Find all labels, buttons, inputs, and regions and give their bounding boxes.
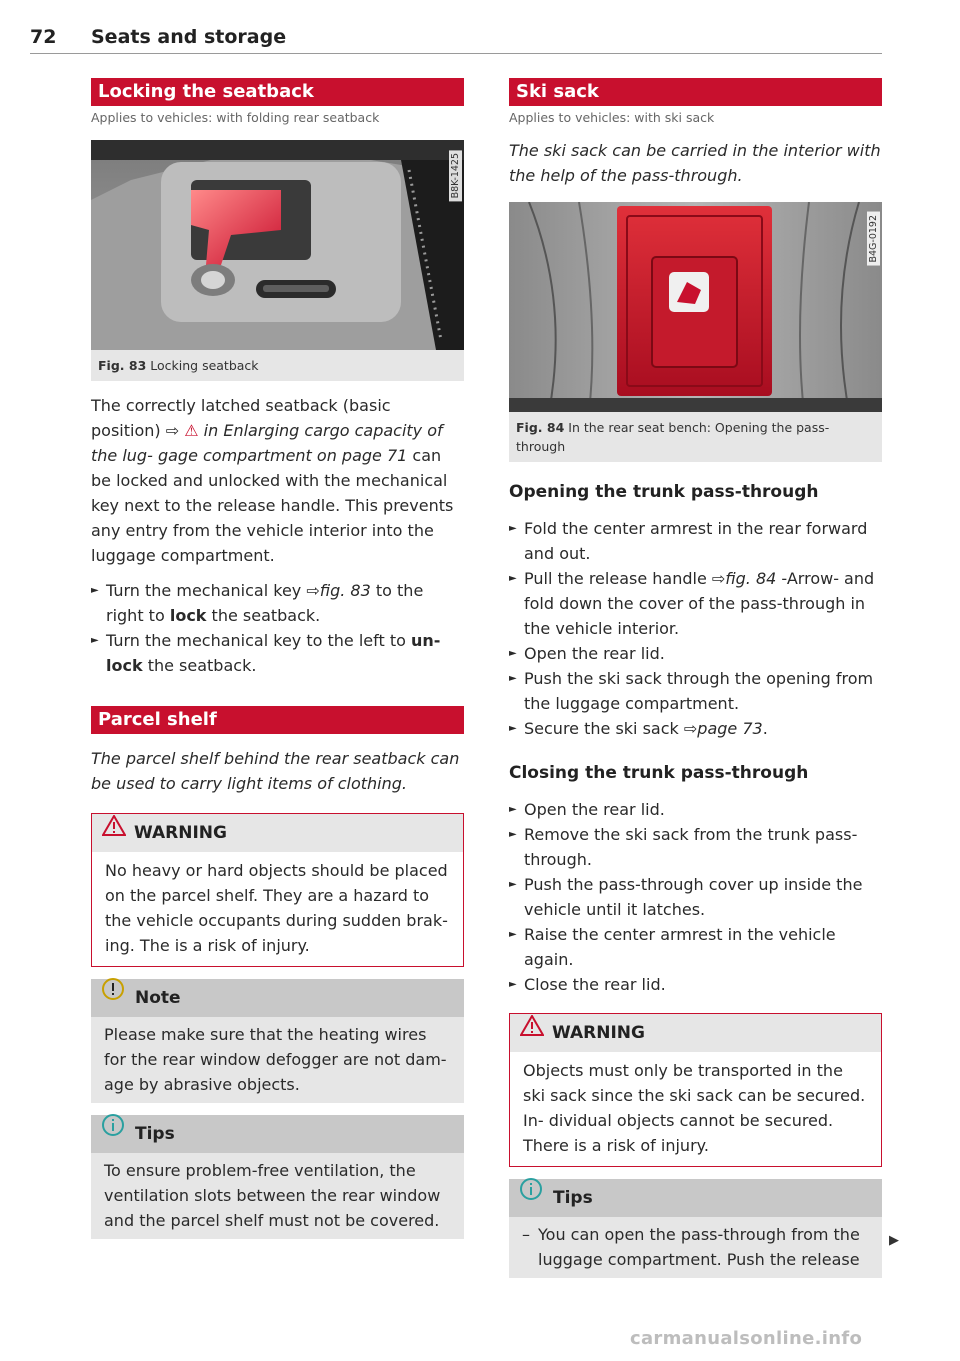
left-column [91, 78, 464, 1239]
subheading-closing: Closing the trunk pass-through [509, 763, 809, 783]
bullet-icon: ► [509, 929, 517, 940]
figure-caption [91, 350, 464, 381]
list-item: ► Push the pass-through cover up inside the vehicle until it latches. [509, 872, 882, 922]
section-title-parcel: Parcel shelf [91, 706, 464, 734]
list-item: ► Turn the mechanical key to the left to un- lock the seatback. [91, 628, 464, 678]
warning-header [92, 814, 463, 852]
page-header [30, 24, 882, 54]
bullet-icon: ► [509, 879, 517, 890]
closing-steps [509, 797, 882, 997]
xref-arrow-icon: ⇨ [306, 581, 320, 600]
tips-box-parcel [91, 1115, 464, 1239]
pass-through-illustration [509, 202, 882, 412]
warning-text: No heavy or hard objects should be placed on the parcel shelf. They are a hazard to the vehicle occupants during sudden brak- ing. The is a risk of injury. [105, 861, 448, 955]
applies-to-locking: Applies to vehicles: with folding rear seatback [91, 110, 380, 125]
bullet-icon: ► [509, 829, 517, 840]
ski-intro: The ski sack can be carried in the interior with the help of the pass-through. [509, 141, 881, 185]
bullet-icon: ► [509, 673, 517, 684]
bullet-icon: ► [509, 523, 517, 534]
bullet-icon: ► [509, 648, 517, 659]
figure-caption-text: In the rear seat bench: Opening the pass- through [516, 420, 830, 454]
warning-triangle-icon [102, 812, 126, 850]
xref-arrow-icon: ⇨ [711, 569, 726, 588]
warning-text: Objects must only be transported in the ski sack since the ski sack can be secured. In- dividual objects cannot be secured. There is a risk of injury. [523, 1061, 866, 1155]
locking-steps [91, 578, 464, 678]
warning-title: WARNING [134, 823, 227, 843]
warning-box-ski [509, 1013, 882, 1167]
parcel-intro: The parcel shelf behind the rear seatback can be used to carry light items of clothing. [91, 749, 460, 793]
list-item: ► Open the rear lid. [509, 641, 882, 666]
xref-arrow-icon: ⇨ [683, 719, 698, 738]
list-item: ► Close the rear lid. [509, 972, 882, 997]
warning-header [510, 1014, 881, 1052]
continue-arrow-icon: ▶ [889, 1233, 899, 1248]
figure-caption-text: Locking seatback [150, 358, 259, 373]
list-item: ► Fold the center armrest in the rear forward and out. [509, 516, 882, 566]
figure-code: B8K-1425 [449, 150, 462, 201]
chapter-title: Seats and storage [91, 26, 287, 48]
seatback-lock-image [91, 140, 464, 350]
bullet-icon: ► [509, 804, 517, 815]
locking-paragraph [91, 393, 464, 568]
list-item: ► Open the rear lid. [509, 797, 882, 822]
bullet-icon: ► [91, 635, 99, 646]
opening-steps [509, 516, 882, 741]
locking-text-1: The correctly latched seatback (basic position) [91, 396, 391, 440]
list-item: ► Remove the ski sack from the trunk pass- through. [509, 822, 882, 872]
note-header [91, 979, 464, 1017]
xref-link[interactable]: in Enlarging cargo capacity of the lug- gage compartment on page 71 [91, 421, 443, 465]
figure-code: B4G-0192 [867, 212, 880, 266]
tips-title: Tips [135, 1124, 175, 1144]
tips-text: To ensure problem-free ventilation, the ventilation slots between the rear window and the parcel shelf must not be covered. [104, 1161, 441, 1230]
page-number: 72 [30, 26, 57, 48]
figure-caption [509, 412, 882, 462]
figure-83 [91, 140, 464, 381]
figure-84 [509, 202, 882, 462]
pass-through-image [509, 202, 882, 412]
page-ref-link[interactable]: page 73 [697, 719, 763, 738]
xref-arrow-icon: ⇨ [165, 421, 180, 440]
list-item: ► Secure the ski sack ⇨page 73. [509, 716, 882, 741]
tips-text [509, 1217, 882, 1278]
seatback-lock-illustration [91, 140, 464, 350]
note-box [91, 979, 464, 1103]
warning-triangle-icon: ⚠ [184, 421, 199, 440]
list-item: ► Raise the center armrest in the vehicle again. [509, 922, 882, 972]
figure-label: Fig. 83 [98, 358, 147, 373]
warning-box-parcel [91, 813, 464, 967]
applies-to-ski-sack: Applies to vehicles: with ski sack [509, 110, 715, 125]
note-text: Please make sure that the heating wires for the rear window defogger are not dam- age by abrasive objects. [104, 1025, 447, 1094]
bullet-icon: ► [91, 585, 99, 596]
section-title-ski-sack: Ski sack [509, 78, 882, 106]
tips-header [91, 1115, 464, 1153]
list-item: ► Pull the release handle ⇨fig. 84 -Arrow- and fold down the cover of the pass-through in the vehicle interior. [509, 566, 882, 641]
watermark: carmanualsonline.info [630, 1328, 863, 1349]
warning-title: WARNING [552, 1023, 645, 1043]
tips-title: Tips [553, 1188, 593, 1208]
right-column [509, 78, 882, 1278]
info-icon [101, 1113, 125, 1151]
fig-ref-link[interactable]: fig. 83 [319, 581, 371, 600]
list-item: ► Push the ski sack through the opening from the luggage compartment. [509, 666, 882, 716]
list-item: ► Turn the mechanical key ⇨fig. 83 to the right to lock the seatback. [91, 578, 464, 628]
list-item: – You can open the pass-through from the luggage compartment. Push the release [522, 1225, 860, 1269]
locking-text-2: can be locked and unlocked with the mechanical key next to the release handle. This prevents any entry from the vehicle interior into the luggage compartment. [91, 446, 454, 565]
section-title-locking: Locking the seatback [91, 78, 464, 106]
tips-box-ski [509, 1179, 882, 1278]
tips-header [509, 1179, 882, 1217]
warning-triangle-icon [520, 1012, 544, 1050]
fig-ref-link[interactable]: fig. 84 [725, 569, 777, 588]
info-icon [519, 1177, 543, 1215]
bullet-icon: ► [509, 573, 517, 584]
note-exclamation-icon [101, 977, 125, 1015]
figure-label: Fig. 84 [516, 420, 565, 435]
subheading-opening: Opening the trunk pass-through [509, 482, 819, 502]
note-title: Note [135, 988, 181, 1008]
bullet-icon: ► [509, 979, 517, 990]
bullet-icon: ► [509, 723, 517, 734]
